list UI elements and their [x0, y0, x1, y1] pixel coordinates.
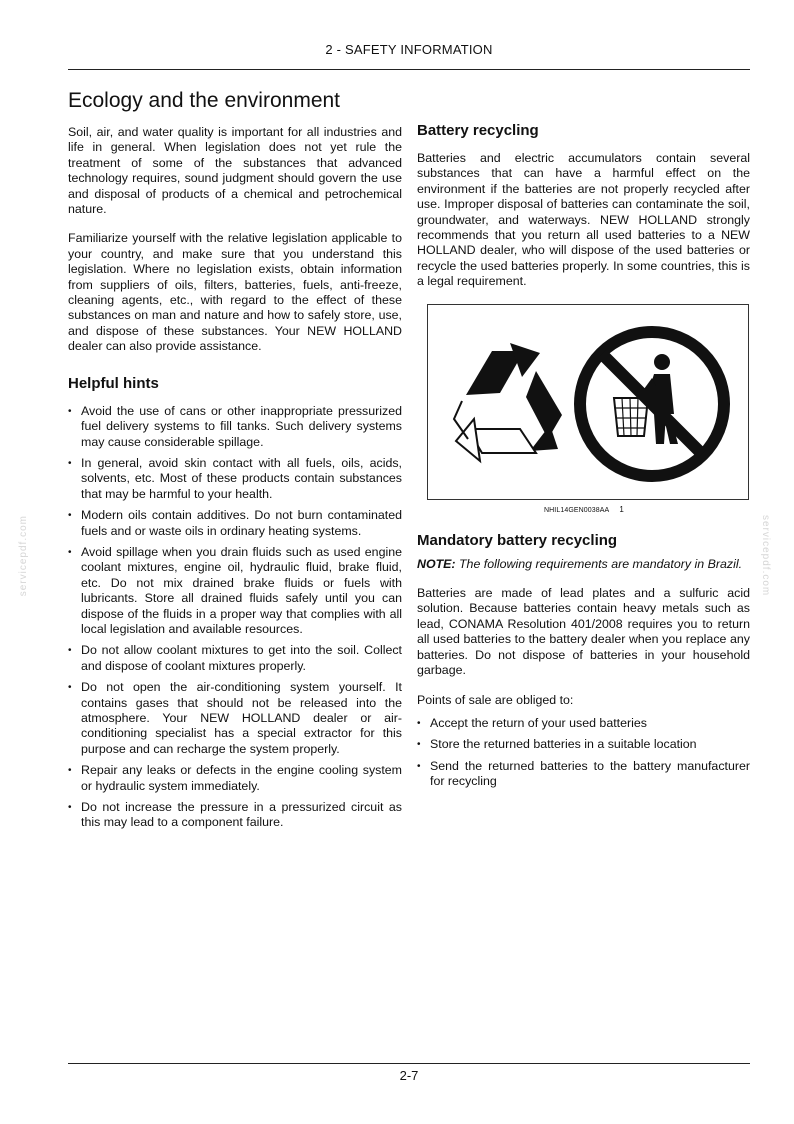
right-column: [417, 122, 750, 796]
battery-recycling-paragraph: Batteries and electric accumulators contain several substances that can have a harmful effect on the environment if the batteries are not properly recycled after use. Improper disposal of batteries can contaminate the soil, groundwater, and waterways. NEW HOLLAND strongly recommends that you return all used batteries to a NEW HOLLAND dealer, who will dispose of the used batteries or recycle the used batteries properly. In some countries, this is a legal requirement.: [417, 151, 750, 289]
watermark-left: servicepdf.com: [18, 515, 29, 597]
hint-item: • Repair any leaks or defects in the engine cooling system or hydraulic system immediately.: [68, 763, 402, 794]
battery-recycling-heading: Battery recycling: [417, 122, 539, 139]
page-number: 2-7: [399, 1068, 419, 1083]
points-list: [417, 716, 750, 790]
figure-code: NHIL14GEN0038AA: [544, 506, 610, 514]
hint-item: • Do not increase the pressure in a pressurized circuit as this may lead to a component failure.: [68, 800, 402, 831]
helpful-hints-heading: Helpful hints: [68, 374, 159, 392]
watermark-right: servicepdf.com: [760, 515, 771, 597]
figure-graphic: [428, 305, 748, 499]
no-trash-bin-icon: [580, 332, 724, 476]
note-paragraph: [417, 557, 750, 572]
legislation-paragraph: Familiarize yourself with the relative legislation applicable to your country, and make sure that you understand this legislation. Where no legislation exists, obtain information from suppliers of oils, filters, batteries, fuels, anti-freeze, cleaning agents, etc., with regard to the effect of these substances on man and nature and how to safely store, use, and dispose of these substances. Your NEW HOLLAND dealer can also provide assistance.: [68, 231, 402, 354]
trash-basket: [614, 398, 648, 436]
hint-item: • Avoid the use of cans or other inappropriate pressurized fuel delivery systems to fill tanks. Such delivery systems may cause considerable spillage.: [68, 404, 402, 450]
hint-item: • Avoid spillage when you drain fluids such as used engine coolant mixtures, engine oil, hydraulic fluid, brake fluid, etc. Do not mix drained brake fluids or fuels with lubricants. Store all drained fluids safely until you can dispose of the fluids in a proper way that complies with all local legislation and available resources.: [68, 545, 402, 637]
helpful-hints-list: [68, 404, 402, 831]
mandatory-paragraph: Batteries are made of lead plates and a sulfuric acid solution. Because batteries contain heavy metals such as lead, CONAMA Resolution 401/2008 requires you to return all used batteries to the battery dealer when you replace any batteries. Do not dispose of batteries in your household garbage.: [417, 586, 750, 678]
mandatory-recycling-heading: Mandatory battery recycling: [417, 531, 618, 549]
point-item: • Store the returned batteries in a suitable location: [417, 737, 750, 752]
left-column: [68, 125, 402, 837]
page-title: Ecology and the environment: [68, 89, 341, 112]
recycling-figure: [427, 304, 749, 500]
point-item: • Send the returned batteries to the battery manufacturer for recycling: [417, 759, 750, 790]
section-header: 2 - SAFETY INFORMATION: [325, 42, 493, 57]
note-text: The following requirements are mandatory in Brazil.: [455, 556, 743, 571]
point-item: • Accept the return of your used batteries: [417, 716, 750, 731]
header-divider: [68, 69, 750, 70]
intro-paragraph: Soil, air, and water quality is important for all industries and life in general. When legislation does not yet rule the treatment of some of the substances that advanced technology requires, sound judgment should govern the use and disposal of products of a chemical and petrochemical nature.: [68, 125, 402, 217]
points-intro: Points of sale are obliged to:: [417, 692, 574, 707]
footer-divider: [68, 1063, 750, 1064]
note-label: NOTE:: [417, 556, 456, 571]
figure-caption: [544, 505, 750, 514]
hint-item: • In general, avoid skin contact with all fuels, oils, acids, solvents, etc. Most of these products contain substances that may be harmful to your health.: [68, 456, 402, 502]
hint-item: • Do not allow coolant mixtures to get into the soil. Collect and dispose of coolant mixtures properly.: [68, 643, 402, 674]
recycle-icon: [454, 343, 562, 461]
hint-item: • Do not open the air-conditioning system yourself. It contains gases that should not be released into the atmosphere. Your NEW HOLLAND dealer or air-conditioning specialist has a special extractor for this purpose and can recharge the system properly.: [68, 680, 402, 757]
figure-number: 1: [619, 504, 624, 514]
hint-item: • Modern oils contain additives. Do not burn contaminated fuels and or waste oils in ordinary heating systems.: [68, 508, 402, 539]
